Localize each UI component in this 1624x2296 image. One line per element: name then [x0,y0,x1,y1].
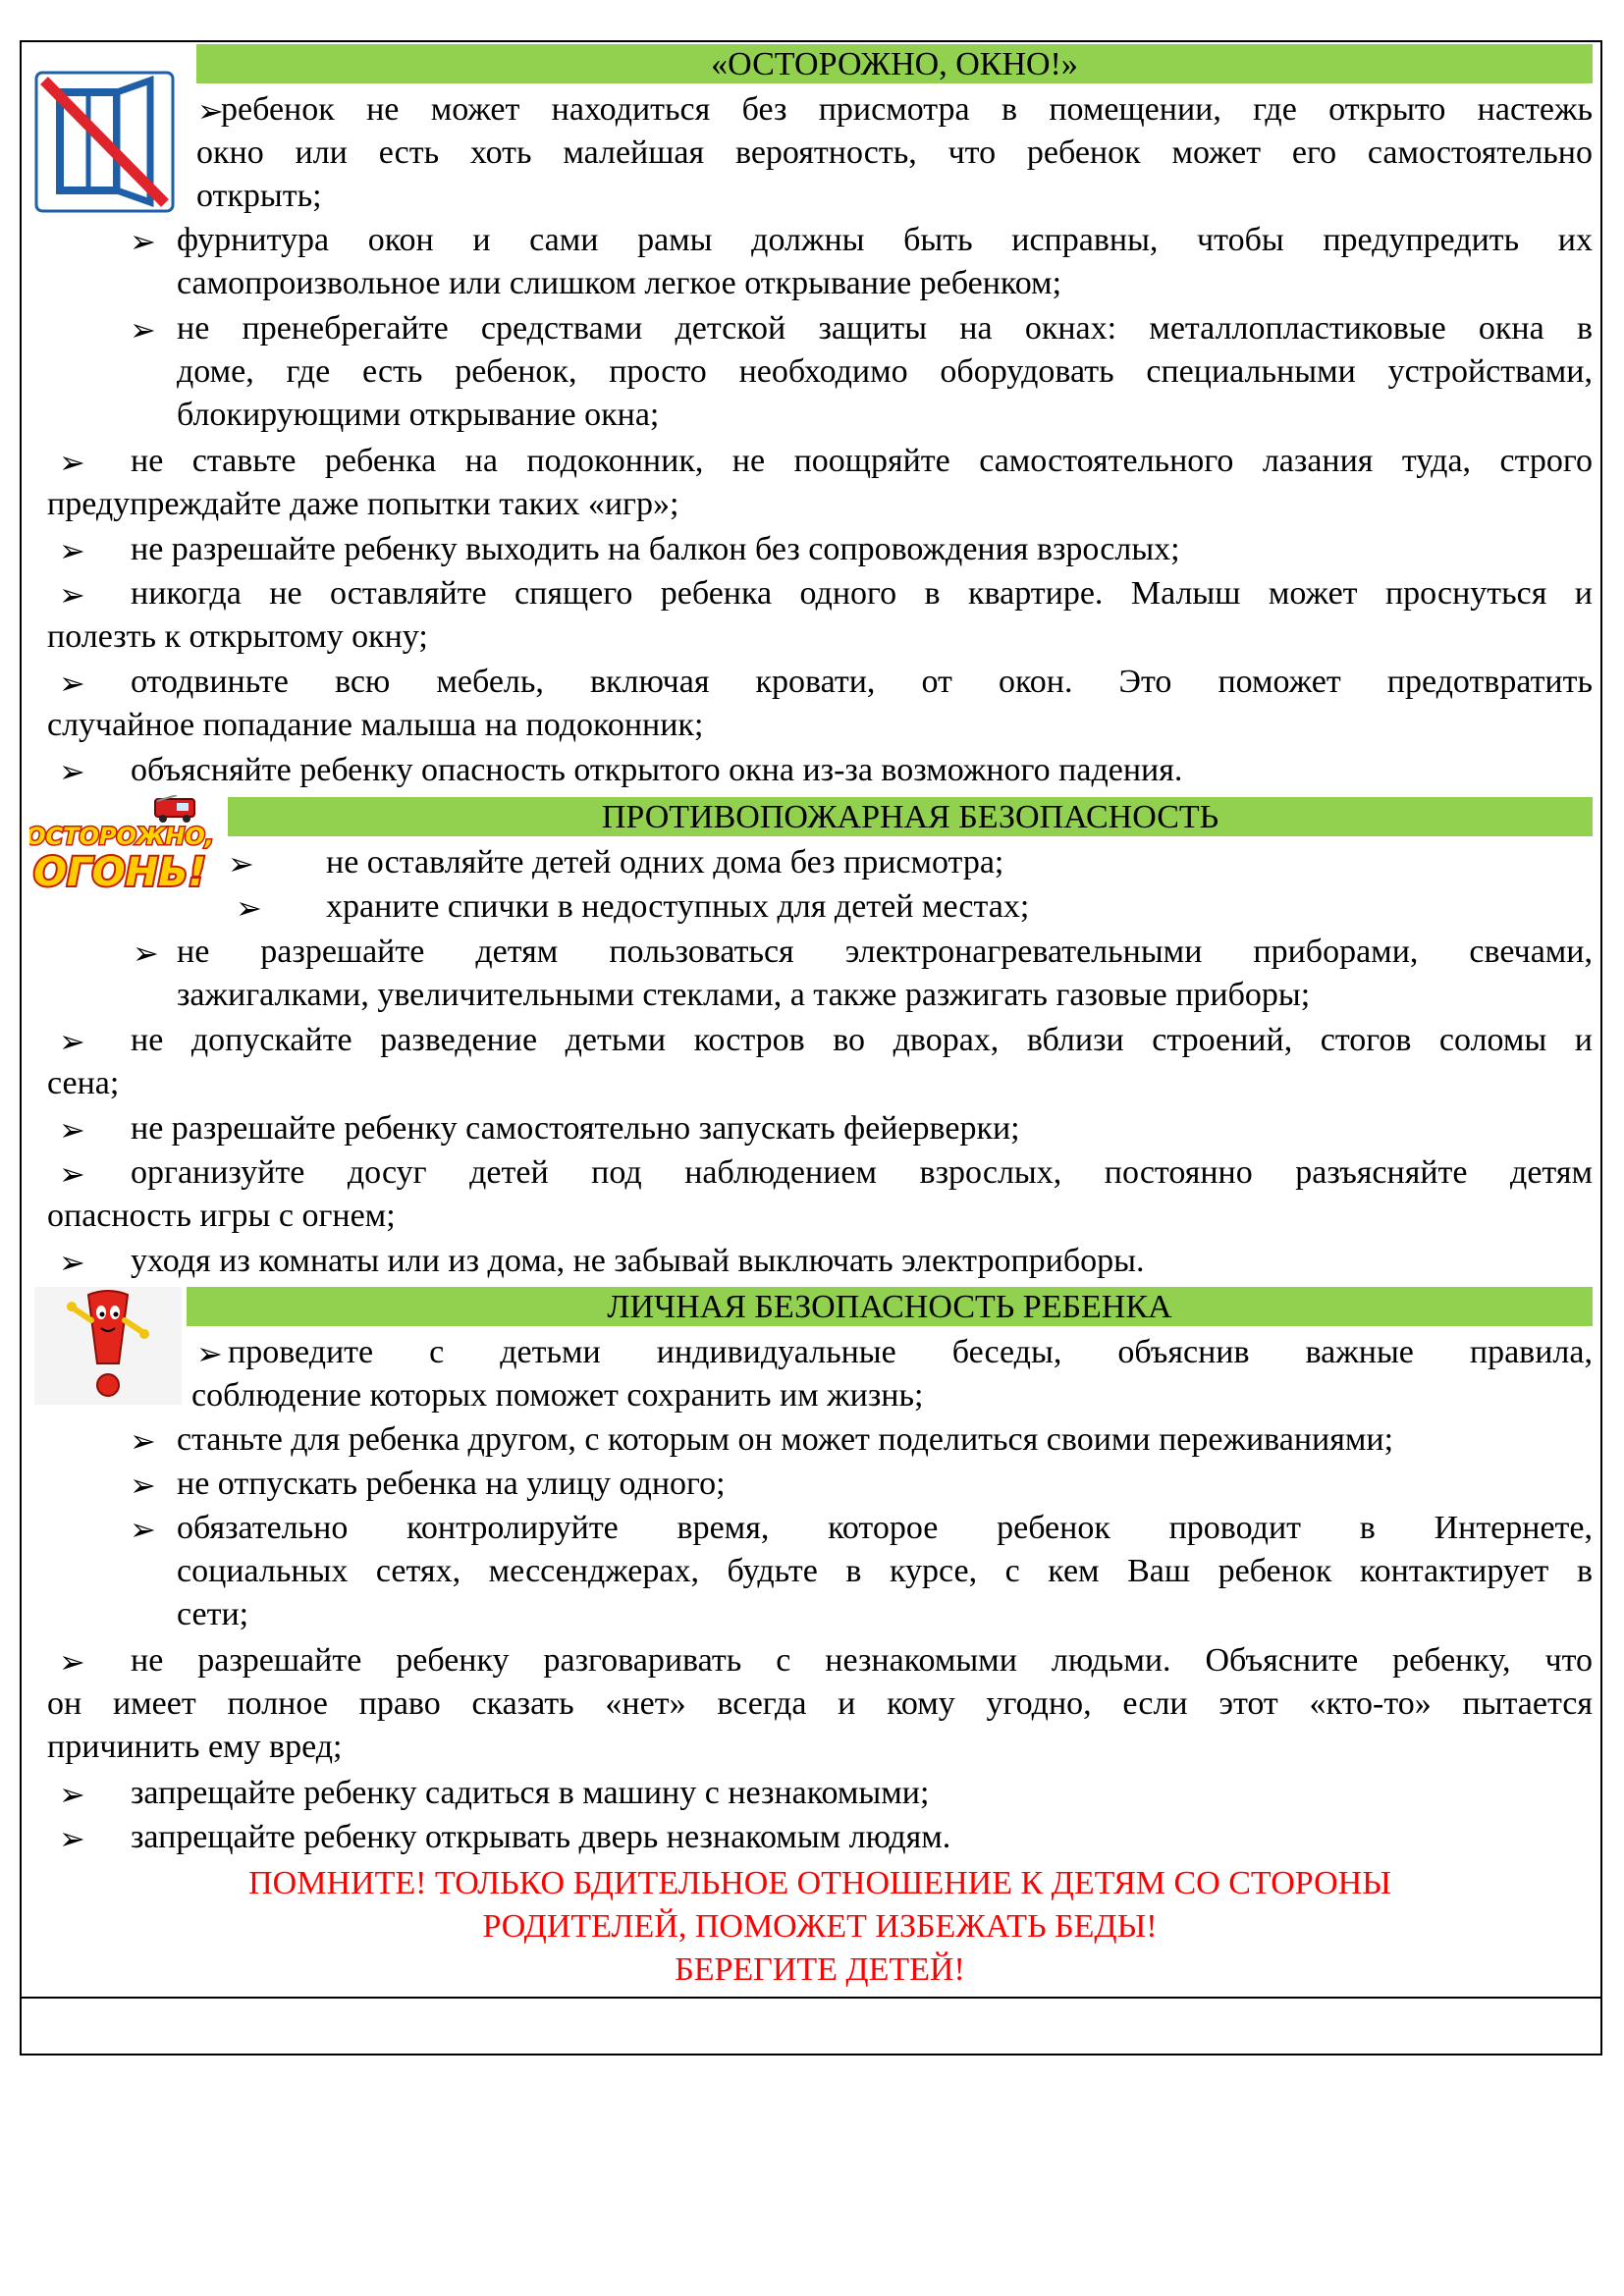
bullet-arrow-icon: ➢ [130,1511,156,1548]
bullet-arrow-icon: ➢ [130,311,156,348]
personal-line-10: причинить ему вред; [47,1729,343,1765]
fire-warning-logo [29,795,216,893]
fire-line-10: уходя из комнаты или из дома, не забывай выключать электроприборы. [131,1243,1145,1279]
bullet-arrow-icon: ➢ [59,665,85,702]
no-open-window-icon [34,71,175,213]
bullet-arrow-icon: ➢ [59,576,85,614]
footer-warning-line-1: ПОМНИТЕ! ТОЛЬКО БДИТЕЛЬНОЕ ОТНОШЕНИЕ К ДЕТЯМ СО СТОРОНЫ [248,1865,1391,1901]
bullet-arrow-icon: ➢ [59,1244,85,1281]
fire-truck-icon [155,795,194,823]
svg-text:ОСТОРОЖНО,: ОСТОРОЖНО, [29,823,214,850]
personal-line-9: он имеет полное право сказать «нет» всегда и кому угодно, если этот «кто-то» пытается [47,1685,1593,1722]
fire-line-9: опасность игры с огнем; [47,1198,396,1234]
bullet-arrow-icon: ➢ [197,92,224,130]
footer-warning-line-3: БЕРЕГИТЕ ДЕТЕЙ! [675,1951,965,1988]
window-line-1: ребенок не может находиться без присмотра в помещении, где открыто настежь [221,91,1593,128]
personal-line-7: сети; [177,1596,249,1632]
bullet-arrow-icon: ➢ [196,1335,223,1372]
window-line-8: блокирующими открывание окна; [177,397,660,433]
bullet-arrow-icon: ➢ [59,1155,85,1193]
fire-line-3: не разрешайте детям пользоваться электронагревательными приборами, свечами, [177,934,1593,970]
fire-section-title: ПРОТИВОПОЖАРНАЯ БЕЗОПАСНОСТЬ [228,797,1593,836]
footer-warning-line-2: РОДИТЕЛЕЙ, ПОМОЖЕТ ИЗБЕЖАТЬ БЕДЫ! [482,1908,1158,1945]
personal-line-4: не отпускать ребенка на улицу одного; [177,1466,726,1502]
bullet-arrow-icon: ➢ [130,223,156,260]
frame-divider [20,1997,1602,1999]
exclamation-mascot-icon [34,1287,182,1405]
bullet-arrow-icon: ➢ [59,1820,85,1857]
window-line-11: не разрешайте ребенку выходить на балкон без сопровождения взрослых; [131,531,1180,567]
bullet-arrow-icon: ➢ [236,889,262,927]
personal-line-12: запрещайте ребенку открывать дверь незнакомым людям. [131,1819,951,1855]
fire-line-7: не разрешайте ребенку самостоятельно запускать фейерверки; [131,1110,1020,1147]
bullet-arrow-icon: ➢ [228,845,254,882]
fire-line-1: не оставляйте детей одних дома без присмотра; [326,844,1004,881]
bullet-arrow-icon: ➢ [59,1643,85,1681]
window-line-9: не ставьте ребенка на подоконник, не поощряйте самостоятельного лазания туда, строго [131,443,1593,479]
window-line-16: объясняйте ребенку опасность открытого окна из-за возможного падения. [131,752,1183,788]
fire-line-2: храните спички в недоступных для детей местах; [326,888,1030,925]
fire-line-5: не допускайте разведение детьми костров во дворах, вблизи строений, стогов соломы и [131,1022,1593,1058]
personal-line-1: проведите с детьми индивидуальные беседы, объяснив важные правила, [228,1334,1593,1370]
bullet-arrow-icon: ➢ [130,1422,156,1460]
personal-line-11: запрещайте ребенку садиться в машину с незнакомыми; [131,1775,930,1811]
bullet-arrow-icon: ➢ [130,1467,156,1504]
personal-line-3: станьте для ребенка другом, с которым он может поделиться своими переживаниями; [177,1421,1394,1458]
window-line-13: полезть к открытому окну; [47,618,428,655]
window-line-6: не пренебрегайте средствами детской защиты на окнах: металлопластиковые окна в [177,310,1593,347]
fire-line-8: организуйте досуг детей под наблюдением взрослых, постоянно разъясняйте детям [131,1154,1593,1191]
personal-line-2: соблюдение которых поможет сохранить им жизнь; [191,1377,924,1414]
bullet-arrow-icon: ➢ [59,444,85,481]
window-line-5: самопроизвольное или слишком легкое открывание ребенком; [177,265,1062,301]
window-line-2: окно или есть хоть малейшая вероятность, что ребенок может его самостоятельно [196,134,1593,171]
bullet-arrow-icon: ➢ [133,934,159,972]
window-section-title: «ОСТОРОЖНО, ОКНО!» [196,44,1593,83]
window-line-3: открыть; [196,178,322,214]
fire-line-6: сена; [47,1065,120,1101]
bullet-arrow-icon: ➢ [59,753,85,790]
personal-line-8: не разрешайте ребенку разговаривать с незнакомыми людьми. Объясните ребенку, что [131,1642,1593,1679]
personal-line-6: социальных сетях, мессенджерах, будьте в курсе, с кем Ваш ребенок контактирует в [177,1553,1593,1589]
window-line-10: предупреждайте даже попытки таких «игр»; [47,486,679,522]
window-line-12: никогда не оставляйте спящего ребенка одного в квартире. Малыш может проснуться и [131,575,1593,612]
window-line-7: доме, где есть ребенок, просто необходимо оборудовать специальными устройствами, [177,353,1593,390]
svg-text:ОГОНЬ!: ОГОНЬ! [33,850,206,893]
window-line-4: фурнитура окон и сами рамы должны быть исправны, чтобы предупредить их [177,222,1593,258]
bullet-arrow-icon: ➢ [59,1776,85,1813]
bullet-arrow-icon: ➢ [59,1111,85,1148]
bullet-arrow-icon: ➢ [59,532,85,569]
window-line-14: отодвиньте всю мебель, включая кровати, от окон. Это поможет предотвратить [131,664,1593,700]
fire-line-4: зажигалками, увеличительными стеклами, а также разжигать газовые приборы; [177,977,1311,1013]
personal-section-title: ЛИЧНАЯ БЕЗОПАСНОСТЬ РЕБЕНКА [187,1287,1593,1326]
bullet-arrow-icon: ➢ [59,1023,85,1060]
personal-line-5: обязательно контролируйте время, которое ребенок проводит в Интернете, [177,1510,1593,1546]
window-line-15: случайное попадание малыша на подоконник; [47,707,704,743]
